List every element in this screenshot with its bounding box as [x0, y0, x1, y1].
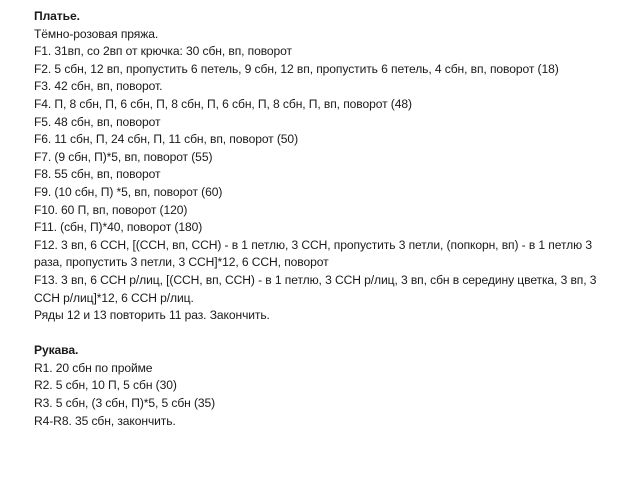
- dress-heading: Платье.: [34, 9, 80, 23]
- dress-row-f11: F11. (сбн, П)*40, поворот (180): [34, 220, 203, 235]
- dress-row-f10: F10. 60 П, вп, поворот (120): [34, 202, 188, 217]
- sleeve-row-r1: R1. 20 сбн по пройме: [34, 360, 153, 375]
- dress-row-f5: F5. 48 сбн, вп, поворот: [34, 114, 161, 129]
- dress-row-f7: F7. (9 сбн, П)*5, вп, поворот (55): [34, 149, 213, 164]
- sleeves-heading: Рукава.: [34, 343, 79, 358]
- dress-repeat-note: Ряды 12 и 13 повторить 11 раз. Закончить.: [34, 308, 270, 323]
- dress-yarn-line: Тёмно-розовая пряжа.: [34, 26, 159, 41]
- sleeve-row-r3: R3. 5 сбн, (3 сбн, П)*5, 5 сбн (35): [34, 396, 216, 411]
- dress-row-f3: F3. 42 сбн, вп, поворот.: [34, 79, 163, 94]
- dress-row-f4: F4. П, 8 сбн, П, 6 сбн, П, 8 сбн, П, 6 сбн, П, 8 сбн, П, вп, поворот (48): [34, 96, 412, 111]
- dress-row-f6: F6. 11 сбн, П, 24 сбн, П, 11 сбн, вп, поворот (50): [34, 132, 298, 147]
- pattern-document: [34, 8, 604, 430]
- section-spacer: [34, 325, 604, 343]
- sleeve-row-r2: R2. 5 сбн, 10 П, 5 сбн (30): [34, 378, 177, 393]
- sleeve-row-r4-r8: R4-R8. 35 сбн, закончить.: [34, 413, 176, 428]
- dress-row-f8: F8. 55 сбн, вп, поворот: [34, 167, 161, 182]
- dress-row-f1: F1. 31вп, со 2вп от крючка: 30 сбн, вп, поворот: [34, 44, 292, 59]
- dress-row-f9: F9. (10 сбн, П) *5, вп, поворот (60): [34, 184, 223, 199]
- dress-row-f13: F13. 3 вп, 6 ССН р/лиц, [(ССН, вп, ССН) - в 1 петлю, 3 ССН р/лиц, 3 вп, сбн в середину цветка, 3 вп, 3 ССН р/лиц]*12, 6 ССН р/лиц.: [34, 272, 597, 305]
- dress-row-f2: F2. 5 сбн, 12 вп, пропустить 6 петель, 9 сбн, 12 вп, пропустить 6 петель, 4 сбн, вп, поворот (18): [34, 61, 559, 76]
- dress-row-f12: F12. 3 вп, 6 ССН, [(ССН, вп, ССН) - в 1 петлю, 3 ССН, пропустить 3 петли, (попкорн, вп) - в 1 петлю 3 раза, пропустить 3 петли, 3 ССН]*12, 6 ССН, поворот: [34, 237, 592, 270]
